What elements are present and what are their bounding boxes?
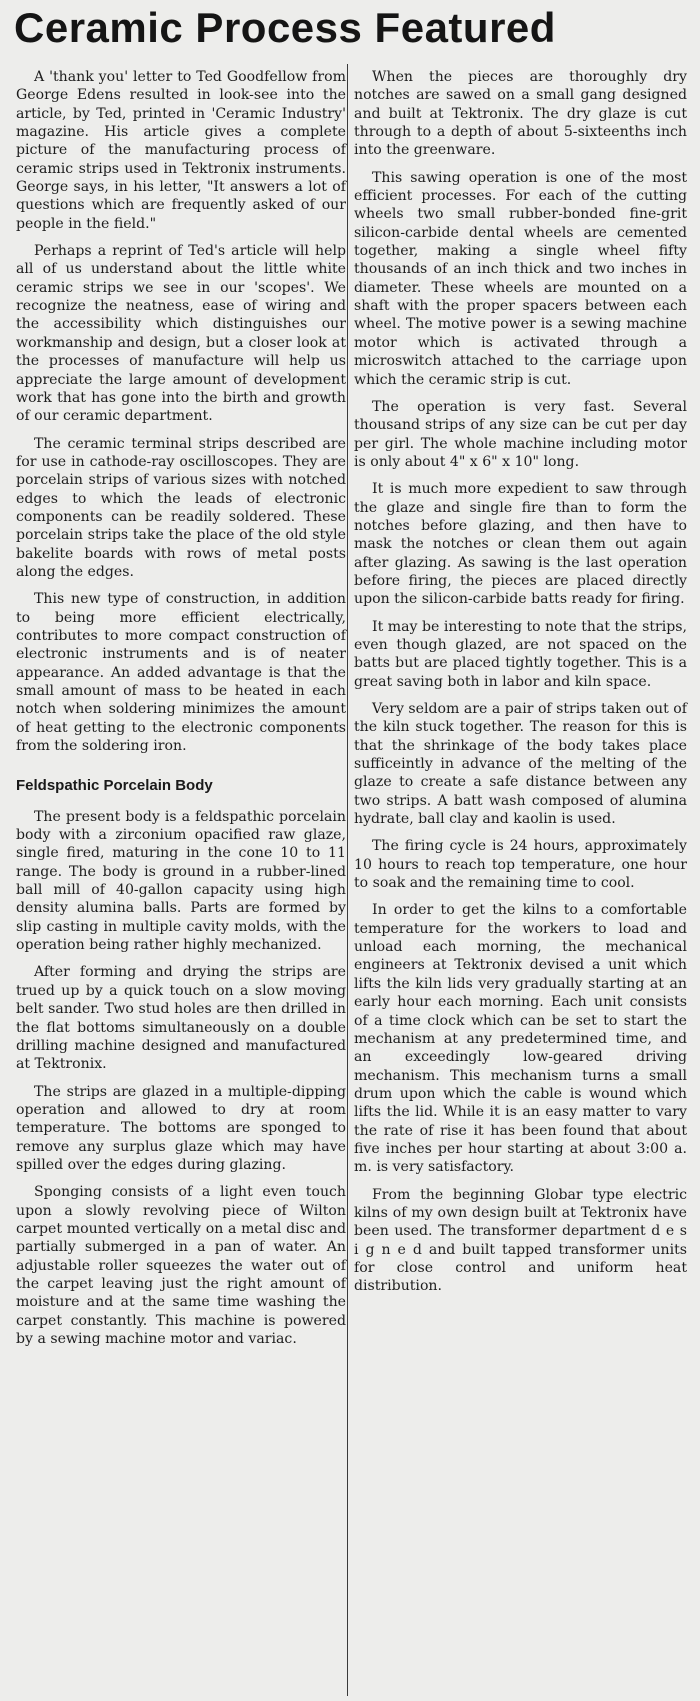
paragraph: The operation is very fast. Several thousand strips of any size can be cut per day per girl. The whole machine including motor is only about 4" x 6" x 10" long. <box>354 398 687 470</box>
right-column <box>354 68 687 1305</box>
paragraph: When the pieces are thoroughly dry notches are sawed on a small gang designed and built at Tektronix. The dry glaze is cut through to a depth of about 5-sixteenths inch into the greenware. <box>354 69 687 159</box>
paragraph: This sawing operation is one of the most efficient processes. For each of the cutting wheels two small rubber-bonded fine-grit silicon-carbide dental wheels are cemented together, making a single wheel fifty thousands of an inch thick and two inches in diameter. These wheels are mounted on a shaft with the proper spacers between each wheel. The motive power is a sewing machine motor which is activated through a microswitch attached to the carriage upon which the ceramic strip is cut. <box>354 169 687 388</box>
paragraph: The firing cycle is 24 hours, approximately 10 hours to reach top temperature, one hour to soak and the remaining time to cool. <box>354 838 687 892</box>
paragraph: Sponging consists of a light even touch upon a slowly revolving piece of Wilton carpet mounted vertically on a metal disc and partially submerged in a pan of water. An adjustable roller squeezes the water out of the carpet leaving just the right amount of moisture and at the same time washing the carpet constantly. This machine is powered by a sewing machine motor and variac. <box>16 1184 346 1347</box>
column-divider <box>347 64 348 1696</box>
paragraph: From the beginning Globar type electric kilns of my own design built at Tektronix have been used. The transformer department d e s i g n e d and built tapped transformer units for close control and uniform heat distribution. <box>354 1186 687 1295</box>
subheading: Feldspathic Porcelain Body <box>16 777 213 795</box>
paragraph: After forming and drying the strips are trued up by a quick touch on a slow moving belt sander. Two stud holes are then drilled in the flat bottoms simultaneously on a double drilling machine designed and manufactured at Tektronix. <box>16 964 346 1073</box>
paragraph: The strips are glazed in a multiple-dipping operation and allowed to dry at room temperature. The bottoms are sponged to remove any surplus glaze which may have spilled over the edges during glazing. <box>16 1083 346 1173</box>
paragraph: It may be interesting to note that the strips, even though glazed, are not spaced on the batts but are placed tightly together. This is a great saving both in labor and kiln space. <box>354 618 687 690</box>
paragraph: A 'thank you' letter to Ted Goodfellow from George Edens resulted in look-see into the article, by Ted, printed in 'Ceramic Industry' magazine. His article gives a complete picture of the manufacturing process of ceramic strips used in Tektronix instruments. George says, in his letter, "It answers a lot of questions which are frequently asked of our people in the field." <box>16 69 346 232</box>
paragraph: In order to get the kilns to a comfortable temperature for the workers to load and unload each morning, the mechanical engineers at Tektronix devised a unit which lifts the kiln lids very gradually starting at an early hour each morning. Each unit consists of a time clock which can be set to start the mechanism at any predetermined time, and an exceedingly low-geared driving mechanism. This mechanism turns a small drum upon which the cable is wound which lifts the lid. While it is an easy matter to vary the rate of rise it has been found that about five inches per hour starting at about 3:00 a. m. is very satisfactory. <box>354 902 687 1176</box>
left-column <box>16 68 346 1357</box>
paragraph: It is much more expedient to saw through the glaze and single fire than to form the notches before glazing, and then have to mask the notches or clean them out again after glazing. As sawing is the last operation before firing, the pieces are placed directly upon the silicon-carbide batts ready for firing. <box>354 481 687 608</box>
paragraph: The present body is a feldspathic porcelain body with a zirconium opacified raw glaze, single fired, maturing in the cone 10 to 11 range. The body is ground in a rubber-lined ball mill of 40-gallon capacity using high density alumina balls. Parts are formed by slip casting in multiple cavity molds, with the operation being rather highly mechanized. <box>16 808 346 954</box>
paragraph: Very seldom are a pair of strips taken out of the kiln stuck together. The reason for this is that the shrinkage of the body takes place sufficeintly in advance of the melting of the glaze to create a safe distance between any two strips. A batt wash composed of alumina hydrate, ball clay and kaolin is used. <box>354 701 687 828</box>
paragraph: Perhaps a reprint of Ted's article will help all of us understand about the little white ceramic strips we see in our 'scopes'. We recognize the neatness, ease of wiring and the accessibility which distinguishes our workmanship and design, but a closer look at the processes of manufacture will help us appreciate the large amount of development work that has gone into the birth and growth of our ceramic department. <box>16 243 346 425</box>
headline: Ceramic Process Featured <box>14 4 556 51</box>
paragraph: This new type of construction, in addition to being more efficient electrically, contributes to more compact construction of electronic instruments and is of neater appearance. An added advantage is that the small amount of mass to be heated in each notch when soldering minimizes the amount of heat getting to the electronic components from the soldering iron. <box>16 591 346 755</box>
paragraph: The ceramic terminal strips described are for use in cathode-ray oscilloscopes. They are porcelain strips of various sizes with notched edges to which the leads of electronic components can be readily soldered. These porcelain strips take the place of the old style bakelite boards with rows of metal posts along the edges. <box>16 435 346 580</box>
